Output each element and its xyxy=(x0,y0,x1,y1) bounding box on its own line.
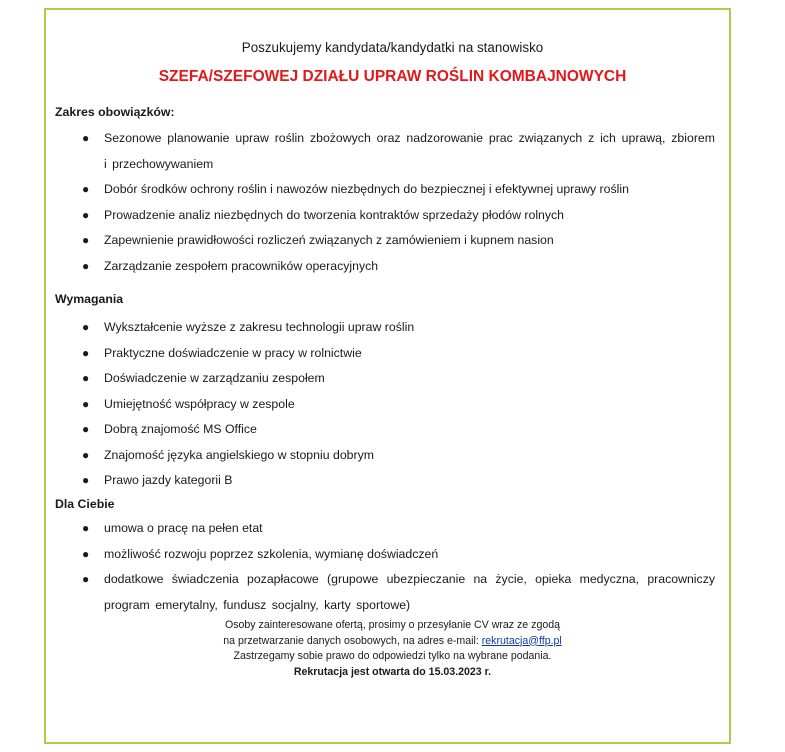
list-item: ● możliwość rozwoju poprzez szkolenia, wymianę doświadczeń xyxy=(0,542,785,568)
footer-line-reservation: Zastrzegamy sobie prawo do odpowiedzi tylko na wybrane podania. xyxy=(233,650,552,662)
bullet-icon: ● xyxy=(82,345,90,360)
list-item: ● Zarządzanie zespołem pracowników operacyjnych xyxy=(0,254,785,280)
job-title: SZEFA/SZEFOWEJ DZIAŁU UPRAW ROŚLIN KOMBAJNOWYCH xyxy=(158,68,627,85)
intro-text: Poszukujemy kandydata/kandydatki na stanowisko xyxy=(241,40,544,55)
section-heading-duties: Zakres obowiązków: xyxy=(55,105,175,119)
bullet-icon: ● xyxy=(82,371,90,385)
bullet-icon: ● xyxy=(82,572,90,586)
footer-line-cv: Osoby zainteresowane ofertą, prosimy o przesyłanie CV wraz ze zgodą xyxy=(224,619,561,631)
list-item: ● Zapewnienie prawidłowości rozliczeń związanych z zamówieniem i kupnem nasion xyxy=(0,228,785,254)
recruitment-deadline: Rekrutacja jest otwarta do 15.03.2023 r. xyxy=(293,665,492,678)
duties-list xyxy=(0,126,785,279)
bullet-icon: ● xyxy=(82,233,90,247)
bullet-icon: ● xyxy=(82,521,90,535)
list-item: ● Znajomość języka angielskiego w stopniu dobrym xyxy=(0,443,785,469)
bullet-icon: ● xyxy=(82,422,90,436)
list-item: ● Prawo jazdy kategorii B xyxy=(0,468,785,494)
list-item: ● Wykształcenie wyższe z zakresu technologii upraw roślin xyxy=(0,315,785,341)
list-item: ● Prowadzenie analiz niezbędnych do tworzenia kontraktów sprzedaży płodów rolnych xyxy=(0,203,785,229)
bullet-icon: ● xyxy=(82,182,90,196)
bullet-icon: ● xyxy=(82,320,90,334)
list-item: ● Umiejętność współpracy w zespole xyxy=(0,392,785,418)
email-link[interactable]: rekrutacja@ffp.pl xyxy=(481,634,562,647)
bullet-icon: ● xyxy=(82,131,90,145)
bullet-icon: ● xyxy=(82,473,90,487)
list-item: ● dodatkowe świadczenia pozapłacowe (grupowe ubezpieczanie na życie, opieka medyczna, pracowniczy program emerytalny, fundusz socjalny, karty sportowe) xyxy=(0,567,785,618)
list-item: ● Dobór środków ochrony roślin i nawozów niezbędnych do bezpiecznej i efektywnej uprawy roślin xyxy=(0,177,785,203)
bullet-icon: ● xyxy=(82,396,90,411)
benefits-list xyxy=(0,516,785,618)
requirements-list xyxy=(0,315,785,494)
list-item: ● Praktyczne doświadczenie w pracy w rolnictwie xyxy=(0,341,785,367)
list-item: ● umowa o pracę na pełen etat xyxy=(0,516,785,542)
bullet-icon: ● xyxy=(82,447,90,462)
application-note xyxy=(0,618,785,680)
list-item: ● Doświadczenie w zarządzaniu zespołem xyxy=(0,366,785,392)
section-heading-benefits: Dla Ciebie xyxy=(55,497,115,511)
list-item: ● Dobrą znajomość MS Office xyxy=(0,417,785,443)
bullet-icon: ● xyxy=(82,207,90,222)
footer-line-email: na przetwarzanie danych osobowych, na adres e-mail: rekrutacja@ffp.pl xyxy=(223,634,562,647)
section-heading-requirements: Wymagania xyxy=(55,292,124,306)
bullet-icon: ● xyxy=(82,546,90,561)
list-item: ● Sezonowe planowanie upraw roślin zbożowych oraz nadzorowanie prac związanych z ich uprawą, zbiorem i przechowywaniem xyxy=(0,126,785,177)
bullet-icon: ● xyxy=(82,258,90,273)
